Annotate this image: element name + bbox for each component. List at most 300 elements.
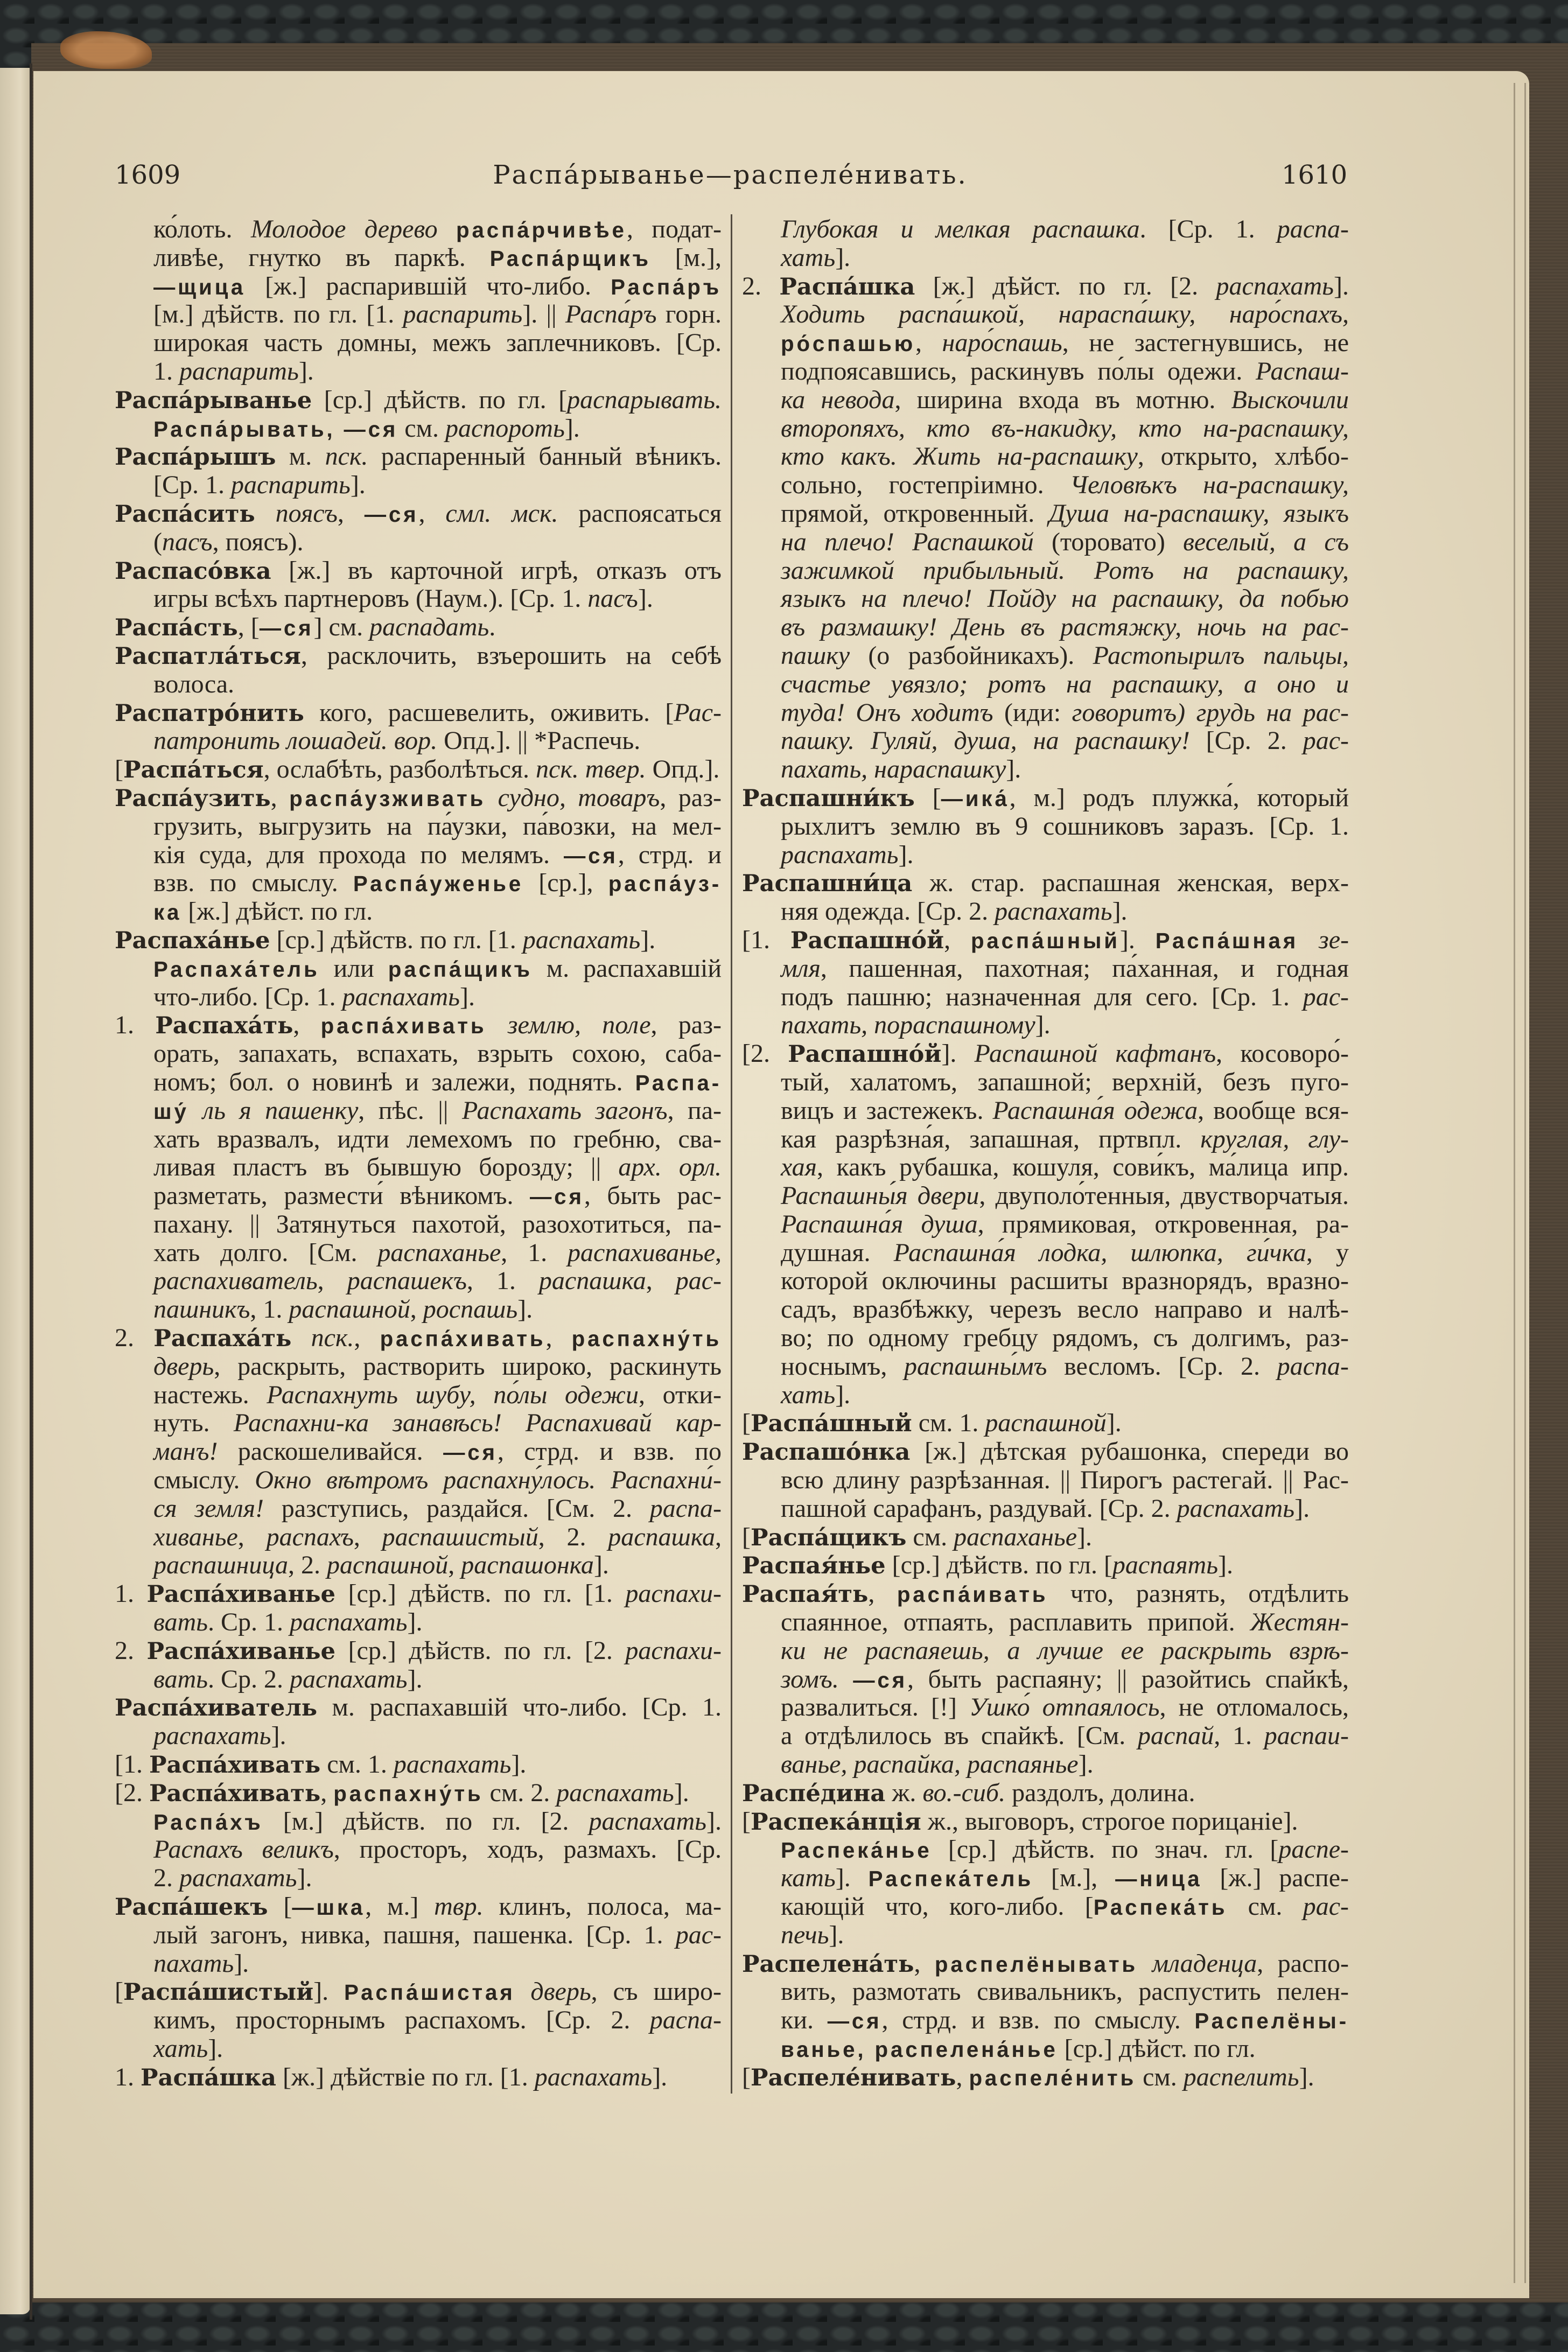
column-left	[115, 215, 722, 2092]
line-content	[781, 1978, 1349, 2006]
italic-text: пск.	[325, 442, 368, 471]
line-content	[781, 300, 1349, 329]
text-line	[742, 1125, 1349, 1154]
text: 1.	[153, 356, 179, 386]
page-stack-edge-line	[1524, 83, 1526, 2283]
line-content	[781, 386, 1349, 415]
text: ,	[715, 1238, 722, 1267]
line-content	[781, 471, 1349, 500]
running-title: Распа́рыванье—распеле́нивать.	[493, 160, 968, 190]
line-content	[781, 1239, 1349, 1268]
italic-text: распахать	[342, 982, 460, 1011]
italic-text: распахиванье	[567, 1238, 716, 1267]
italic-text: пасъ	[587, 584, 638, 613]
text: ,	[715, 1522, 722, 1551]
text-line	[742, 898, 1349, 926]
text: см. 1.	[320, 1750, 394, 1779]
headword: Распа́ться	[123, 756, 264, 784]
text-line	[742, 1153, 1349, 1182]
text-line	[115, 528, 722, 557]
italic-text: распаять	[1112, 1551, 1219, 1580]
line-content	[153, 1125, 722, 1154]
line-content	[781, 1665, 1349, 1695]
line-content	[781, 1495, 1310, 1523]
italic-text: распахиватель	[153, 1266, 318, 1296]
line-content	[781, 1210, 1349, 1239]
text: всю длину разрѣзанная. || Пирогъ растегай. || Рас-	[781, 1466, 1349, 1495]
line-content	[781, 500, 1349, 528]
line-content	[115, 1779, 689, 1808]
line-content	[781, 1864, 1349, 1893]
spaced-bold-text: Распа-	[635, 1070, 722, 1095]
text-line	[742, 1921, 1349, 1950]
text: [м.] дѣйств. по гл. [1.	[153, 300, 403, 329]
text: ,	[914, 1949, 935, 1978]
text-line	[115, 500, 722, 528]
italic-text: распашной	[985, 1409, 1107, 1438]
text-line	[115, 1751, 722, 1779]
text-line	[115, 1495, 722, 1523]
italic-text: Растопырилъ пальцы,	[1093, 641, 1349, 670]
italic-text: распахать	[589, 1807, 707, 1836]
line-content	[742, 1523, 1092, 1552]
text-line	[115, 1438, 722, 1466]
italic-text: рас-	[1303, 982, 1349, 1011]
text-line	[742, 1353, 1349, 1381]
headword: Распа́шекъ	[115, 1893, 268, 1921]
text: 1.	[115, 1011, 156, 1040]
text: ,	[270, 783, 290, 812]
text-line	[115, 1040, 722, 1068]
text-line	[115, 329, 722, 358]
text: см.	[398, 414, 445, 443]
text: ].	[1218, 1551, 1234, 1580]
italic-text: распахи-	[625, 1579, 722, 1608]
text-line	[115, 755, 722, 784]
text-line	[742, 1978, 1349, 2006]
line-content	[781, 983, 1349, 1012]
line-content	[115, 1893, 722, 1922]
text-line	[742, 869, 1349, 898]
italic-text: печь	[781, 1920, 829, 1949]
text: , быть рас-	[584, 1181, 722, 1210]
spaced-bold-text: —ся	[364, 501, 419, 527]
headword: Распа́сть	[115, 614, 238, 642]
spaced-bold-text: —ся	[530, 1184, 584, 1209]
text-line	[115, 1267, 722, 1296]
text: ].	[638, 584, 653, 613]
text-line	[115, 784, 722, 813]
text-line	[742, 1182, 1349, 1210]
text-line	[115, 727, 722, 755]
text: ].	[271, 1721, 286, 1751]
headword: Распашо́нка	[742, 1438, 911, 1466]
line-content	[153, 1153, 722, 1182]
line-content	[781, 358, 1349, 386]
line-content	[781, 1751, 1094, 1779]
italic-text: патронить лошадей. вор.	[153, 726, 438, 755]
text-line	[115, 2063, 722, 2092]
headword: Распа́рыванье	[115, 386, 312, 414]
text: [	[268, 1892, 292, 1921]
text-line	[115, 1523, 722, 1552]
text: распоясаться	[558, 499, 722, 528]
italic-text: Глубокая и мелкая распашка	[781, 215, 1140, 243]
text: . Ср. 1.	[208, 1608, 290, 1637]
line-content	[153, 1722, 286, 1751]
italic-text: распадать	[369, 613, 489, 642]
text-line	[115, 1978, 722, 2006]
text: [2.	[742, 1039, 788, 1068]
text: [ср.] дѣйств. по гл. [1.	[335, 1579, 626, 1608]
text	[487, 1011, 508, 1039]
text-line	[115, 1324, 722, 1353]
italic-text: распаханье	[377, 1238, 501, 1267]
italic-text: Человѣкъ на-распашку,	[1070, 471, 1349, 500]
text: [ж.] дѣйст. по гл.	[181, 897, 373, 926]
text-line	[115, 1011, 722, 1040]
text: Опд.]. || *Распечь.	[437, 726, 641, 755]
line-content	[781, 1296, 1349, 1324]
line-content	[153, 1808, 722, 1837]
text-line	[742, 983, 1349, 1012]
line-content	[781, 2035, 1256, 2064]
line-content	[781, 1722, 1349, 1751]
text: что, разнять, отдѣлить	[1048, 1579, 1349, 1608]
italic-text: туда! Онъ ходитъ	[781, 698, 993, 727]
italic-text: ль я пашенку	[202, 1096, 359, 1125]
italic-text: распахи-	[625, 1636, 722, 1665]
headword: Распа́хивать	[149, 1751, 321, 1779]
headword: Распа́хиванье	[146, 1637, 336, 1665]
text: ].	[1112, 897, 1128, 926]
text-line	[115, 215, 722, 244]
italic-text: распа-	[649, 1494, 722, 1523]
italic-text: пск. твер.	[536, 755, 646, 784]
text: ].	[835, 1380, 851, 1409]
line-content	[781, 1893, 1349, 1922]
line-content	[742, 1779, 1195, 1808]
text: (	[153, 527, 162, 556]
italic-text: распаи-	[1264, 1721, 1349, 1751]
line-content	[781, 670, 1349, 699]
text: [ср.] дѣйств. по гл. [2.	[335, 1636, 626, 1665]
text: ].	[234, 1949, 249, 1978]
line-content	[781, 244, 850, 272]
text-line	[115, 1296, 722, 1324]
text-line	[115, 386, 722, 415]
text: , 1.	[466, 1266, 539, 1296]
spaced-bold-text: распа́узживать	[289, 786, 486, 811]
italic-text: вать	[153, 1608, 208, 1637]
italic-text: поясъ	[275, 499, 338, 528]
text-line	[115, 1779, 722, 1808]
line-content	[781, 1466, 1349, 1495]
text-line	[742, 1267, 1349, 1296]
text: , пѣс. ||	[358, 1096, 462, 1125]
line-content	[781, 613, 1349, 642]
text: Опд.].	[646, 755, 720, 784]
line-content	[153, 2035, 223, 2063]
text: , м.]	[365, 1892, 435, 1921]
gutter-fold-line	[30, 64, 32, 2320]
text-line	[742, 244, 1349, 272]
headword: Распа́шка	[779, 272, 915, 300]
text-line	[115, 1693, 722, 1722]
text: кающій что, кого-либо. [	[781, 1892, 1094, 1921]
line-content	[742, 1808, 1298, 1837]
italic-text: младенца	[1152, 1949, 1257, 1978]
italic-text: распороть	[445, 414, 565, 443]
text	[839, 1665, 853, 1693]
text: 2.	[742, 271, 780, 300]
line-content	[153, 300, 722, 329]
italic-text: ка невода	[781, 385, 895, 414]
text-line	[115, 898, 722, 926]
line-content	[742, 1551, 1233, 1580]
italic-text: ки не распаяешь, а лучше ее раскрыть взрѣ-	[781, 1636, 1349, 1665]
italic-text: распахать	[290, 1664, 408, 1693]
spaced-bold-text: —щица	[153, 274, 246, 299]
text-line	[742, 642, 1349, 670]
italic-text: во.-сиб.	[922, 1778, 1006, 1807]
italic-text: распа-	[1277, 215, 1349, 243]
text: кого, расшевелить, оживить. [	[304, 698, 674, 727]
italic-text: веселый, а съ	[1183, 527, 1349, 556]
line-content	[781, 699, 1349, 727]
text-line	[742, 1409, 1349, 1438]
italic-text: кать	[781, 1864, 836, 1893]
text: номъ; бол. о новинѣ и залежи, поднять.	[153, 1067, 635, 1096]
spaced-bold-text: Распа́хъ	[153, 1809, 263, 1835]
text-line	[115, 1381, 722, 1410]
text: 2.	[115, 1636, 147, 1665]
line-content	[781, 1608, 1349, 1637]
headword: Распа́хиванье	[146, 1580, 336, 1608]
line-content	[742, 1950, 1349, 1979]
text: ].	[297, 1864, 312, 1893]
line-content	[742, 784, 1349, 813]
line-content	[115, 500, 722, 529]
text: , съ широ-	[591, 1977, 722, 2006]
spaced-bold-text: —ся	[443, 1440, 498, 1465]
text-line	[115, 670, 722, 699]
spaced-bold-text: Распека́нье	[781, 1838, 932, 1863]
text: ].	[706, 1807, 722, 1836]
text: , распо-	[1257, 1949, 1349, 1978]
text-line	[742, 1779, 1349, 1808]
text-line	[115, 642, 722, 670]
line-content	[153, 2006, 722, 2035]
line-content	[153, 1068, 722, 1097]
line-content	[115, 642, 722, 671]
text: ].	[407, 1608, 423, 1637]
line-content	[781, 1267, 1349, 1296]
line-content	[781, 898, 1128, 926]
line-content	[153, 585, 653, 613]
text-line	[115, 1239, 722, 1268]
text: ].	[1006, 755, 1021, 784]
text: [	[914, 783, 941, 812]
line-content	[115, 386, 722, 415]
text: подпоясавшись, раскинувъ по́лы одежи.	[781, 356, 1256, 386]
spaced-bold-text: распа́щикъ	[388, 956, 533, 982]
text: 2.	[115, 1324, 154, 1353]
text-line	[742, 1751, 1349, 1779]
text-line	[115, 300, 722, 329]
spaced-bold-text: Распека́ть	[1093, 1895, 1228, 1920]
text: развалиться. [!]	[781, 1693, 970, 1722]
text: , па-	[667, 1096, 722, 1125]
text: , 1.	[501, 1238, 568, 1267]
text: ливая пластъ въ бывшую борозду; ||	[153, 1153, 619, 1182]
text: кая разрѣзна́я, запашная, пртвпл.	[781, 1124, 1201, 1153]
line-content	[153, 813, 722, 841]
text: что-либо. [Ср. 1.	[153, 982, 342, 1011]
line-content	[115, 926, 655, 955]
line-content	[781, 642, 1349, 670]
italic-text: хать	[781, 1380, 836, 1409]
text: [м.],	[1033, 1864, 1116, 1893]
text: разступись, раздайся. [См. 2.	[264, 1494, 650, 1523]
text-line	[115, 272, 722, 301]
text: ,	[868, 1579, 897, 1608]
text-line	[115, 1808, 722, 1836]
text: или	[319, 954, 388, 983]
text: , косоворо́-	[1216, 1039, 1349, 1068]
line-content	[781, 1836, 1349, 1865]
italic-text: языкъ на плечо! Пойду на распашку, да побью	[781, 584, 1349, 613]
line-content	[781, 329, 1349, 358]
text-line	[742, 443, 1349, 471]
text: [	[742, 1522, 751, 1551]
text-line	[115, 1353, 722, 1381]
line-content	[115, 699, 722, 728]
text: носнымъ,	[781, 1352, 905, 1381]
text-line	[115, 1580, 722, 1608]
text: спаянное, отпаять, расплавить припой.	[781, 1608, 1250, 1637]
text-line	[115, 955, 722, 983]
italic-text: распахать	[153, 1721, 271, 1751]
line-content	[153, 1210, 722, 1239]
line-content	[115, 1637, 722, 1666]
headword: Распа́щикъ	[750, 1523, 907, 1551]
text: ,	[353, 1522, 382, 1551]
line-content	[781, 415, 1349, 443]
line-content	[153, 329, 722, 358]
italic-text: вать	[153, 1664, 208, 1693]
text-line	[742, 1665, 1349, 1694]
line-content	[153, 1551, 609, 1580]
headword: Распека́нція	[750, 1808, 921, 1836]
text-line	[742, 528, 1349, 557]
text: м. распахавшій	[532, 954, 722, 983]
italic-text: распашонка	[461, 1551, 594, 1580]
text-line	[742, 1239, 1349, 1268]
text: ливѣе, гнутко въ паркѣ.	[153, 243, 490, 272]
headword: Распаха́нье	[115, 926, 270, 954]
text: ,	[448, 1551, 461, 1580]
text: кія суда, для прохода по мелямъ.	[153, 840, 564, 869]
italic-text: зомъ.	[781, 1664, 839, 1693]
line-content	[153, 1836, 722, 1864]
text: [1.	[742, 925, 790, 954]
text: ].	[1077, 1522, 1093, 1551]
text-line	[115, 1125, 722, 1154]
text: распаренный банный вѣникъ.	[368, 442, 722, 471]
line-content	[115, 755, 719, 785]
text: ] см.	[313, 613, 370, 642]
italic-text: распашны́мъ	[904, 1352, 1047, 1381]
italic-text: пашку. Гуляй, душа, на распашку!	[781, 726, 1190, 755]
italic-text: пск.	[311, 1324, 354, 1353]
italic-text: Душа на-распашку, языкъ	[1048, 499, 1349, 528]
text-line	[742, 955, 1349, 983]
text: ].	[941, 1039, 975, 1068]
text-line	[115, 244, 722, 272]
text: ,	[915, 328, 942, 358]
headword: Распа́шка	[141, 2063, 276, 2091]
text: м.	[276, 442, 325, 471]
spaced-bold-text: распа́шный	[970, 928, 1120, 953]
text-line	[742, 272, 1349, 301]
text-line	[115, 1665, 722, 1694]
line-content	[153, 1950, 249, 1978]
text	[189, 1096, 202, 1125]
text: [ср.] дѣйств. по гл. [1.	[270, 925, 523, 954]
text-line	[115, 1466, 722, 1495]
text: , раз-	[650, 1011, 722, 1040]
line-content	[781, 1068, 1349, 1097]
italic-text: распашка	[608, 1522, 716, 1551]
text-line	[742, 329, 1349, 358]
spaced-bold-text: —ся	[259, 615, 314, 641]
spaced-bold-text: —ся	[827, 2008, 882, 2034]
text-line	[742, 1523, 1349, 1552]
text: раскошеливайся.	[218, 1437, 444, 1466]
headword: Распасо́вка	[115, 557, 271, 585]
line-content	[115, 443, 722, 472]
italic-text: на плечо! Распашкой	[781, 527, 1034, 556]
text: см. 1.	[912, 1409, 985, 1438]
line-content	[742, 1580, 1349, 1609]
text: хать долго. [См.	[153, 1238, 378, 1267]
text: разметать, размести́ вѣникомъ.	[153, 1181, 530, 1210]
text: ,	[944, 925, 971, 954]
text: грузить, выгрузить на па́узки, па́возки, на мел-	[153, 811, 722, 841]
line-content	[781, 528, 1349, 557]
italic-text: зажимкой прибыльный. Ротъ на распашку,	[781, 556, 1349, 585]
text: ].	[1106, 1409, 1122, 1438]
text-line	[742, 585, 1349, 613]
text-line	[742, 755, 1349, 784]
text: ].	[208, 2034, 223, 2063]
text: няя одежда. [Ср. 2.	[781, 897, 995, 926]
text	[1298, 926, 1319, 954]
text-line	[742, 1893, 1349, 1921]
italic-text: распахать	[290, 1608, 408, 1637]
text: [ср.] дѣйст. по гл.	[1058, 2034, 1256, 2063]
text: ].	[835, 1864, 869, 1893]
text: ,	[354, 1324, 380, 1353]
text: .	[489, 613, 496, 642]
text: горн.	[656, 300, 722, 329]
line-content	[153, 1097, 722, 1126]
line-content	[153, 1239, 722, 1268]
italic-text: зе-	[1319, 925, 1349, 954]
headword: Распа́шистый	[123, 1978, 314, 2006]
text: . Ср. 2.	[208, 1664, 290, 1693]
